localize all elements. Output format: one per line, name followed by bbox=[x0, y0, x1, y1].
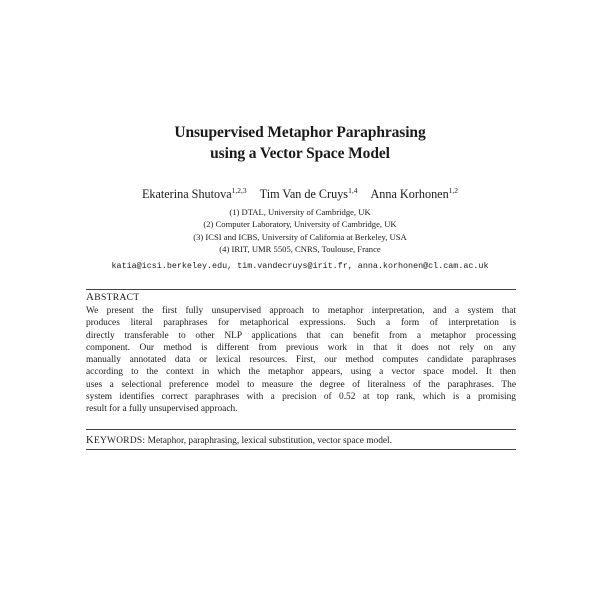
keywords-bottom-rule bbox=[86, 449, 516, 450]
author-2 bbox=[260, 187, 358, 201]
author-name: Tim Van de Cruys bbox=[259, 187, 349, 201]
author-affil-marks: 1,4 bbox=[348, 186, 358, 195]
abstract-line: system identifies correct paraphrases with a precision of 0.52 at top rank, which is a promising bbox=[86, 392, 516, 403]
affiliation-1: (1) DTAL, University of Cambridge, UK bbox=[229, 207, 371, 217]
author-name: Ekaterina Shutova bbox=[141, 187, 232, 201]
author-name: Anna Korhonen bbox=[370, 187, 449, 201]
author-affil-marks: 1,2,3 bbox=[231, 186, 247, 195]
keywords-top-rule bbox=[86, 429, 516, 430]
abstract-heading-initial: A bbox=[86, 291, 95, 303]
abstract-body bbox=[86, 305, 516, 416]
keywords-label bbox=[86, 436, 145, 446]
abstract-top-rule bbox=[86, 289, 516, 290]
author-1 bbox=[142, 187, 247, 201]
keywords-text: Metaphor, paraphrasing, lexical substitution, vector space model. bbox=[147, 436, 393, 446]
abstract-line: produces literal paraphrases for metaphorical expressions. Such a form of interpretation is bbox=[86, 318, 516, 329]
author-emails: katia@icsi.berkeley.edu, tim.vandecruys@irit.fr, anna.korhonen@cl.cam.ac.uk bbox=[111, 261, 489, 271]
affiliation-4: (4) IRIT, UMR 5505, CNRS, Toulouse, France bbox=[219, 243, 381, 254]
affiliation-2: (2) Computer Laboratory, University of Cambridge, UK bbox=[203, 219, 397, 230]
abstract-line: according to the context in which the metaphor appears, using a vector space model. It then bbox=[86, 367, 516, 378]
title-line-2: using a Vector Space Model bbox=[210, 145, 390, 162]
abstract-line: We present the first fully unsupervised approach to metaphor interpretation, and a system that bbox=[86, 306, 516, 316]
abstract-line: result for a fully unsupervised approach. bbox=[86, 404, 238, 415]
abstract-line: component. Our method is different from previous work in that it does not rely on any bbox=[86, 342, 516, 353]
title-line-1: Unsupervised Metaphor Paraphrasing bbox=[174, 124, 426, 141]
keywords bbox=[86, 435, 392, 446]
abstract-heading-rest: BSTRACT bbox=[94, 292, 140, 303]
abstract-line: directly transferable to other NLP applications that can benefit from a metaphor processing bbox=[86, 330, 516, 341]
author-affil-marks: 1,2 bbox=[448, 186, 459, 195]
author-3 bbox=[370, 187, 458, 201]
paper-title bbox=[0, 122, 600, 164]
keywords-label-rest: EYWORDS: bbox=[93, 436, 146, 446]
abstract-line: uses a selectional preference model to measure the degree of literalness of the paraphrases. The bbox=[86, 379, 516, 390]
affiliation-3: (3) ICSI and ICBS, University of California at Berkeley, USA bbox=[193, 231, 407, 242]
author-list bbox=[0, 186, 600, 202]
abstract-line: manually annotated data or lexical resources. First, our method computes candidate paraphrases bbox=[86, 355, 516, 366]
affiliation-list bbox=[0, 206, 600, 255]
keywords-label-initial: K bbox=[86, 435, 94, 446]
abstract-heading bbox=[86, 291, 140, 303]
